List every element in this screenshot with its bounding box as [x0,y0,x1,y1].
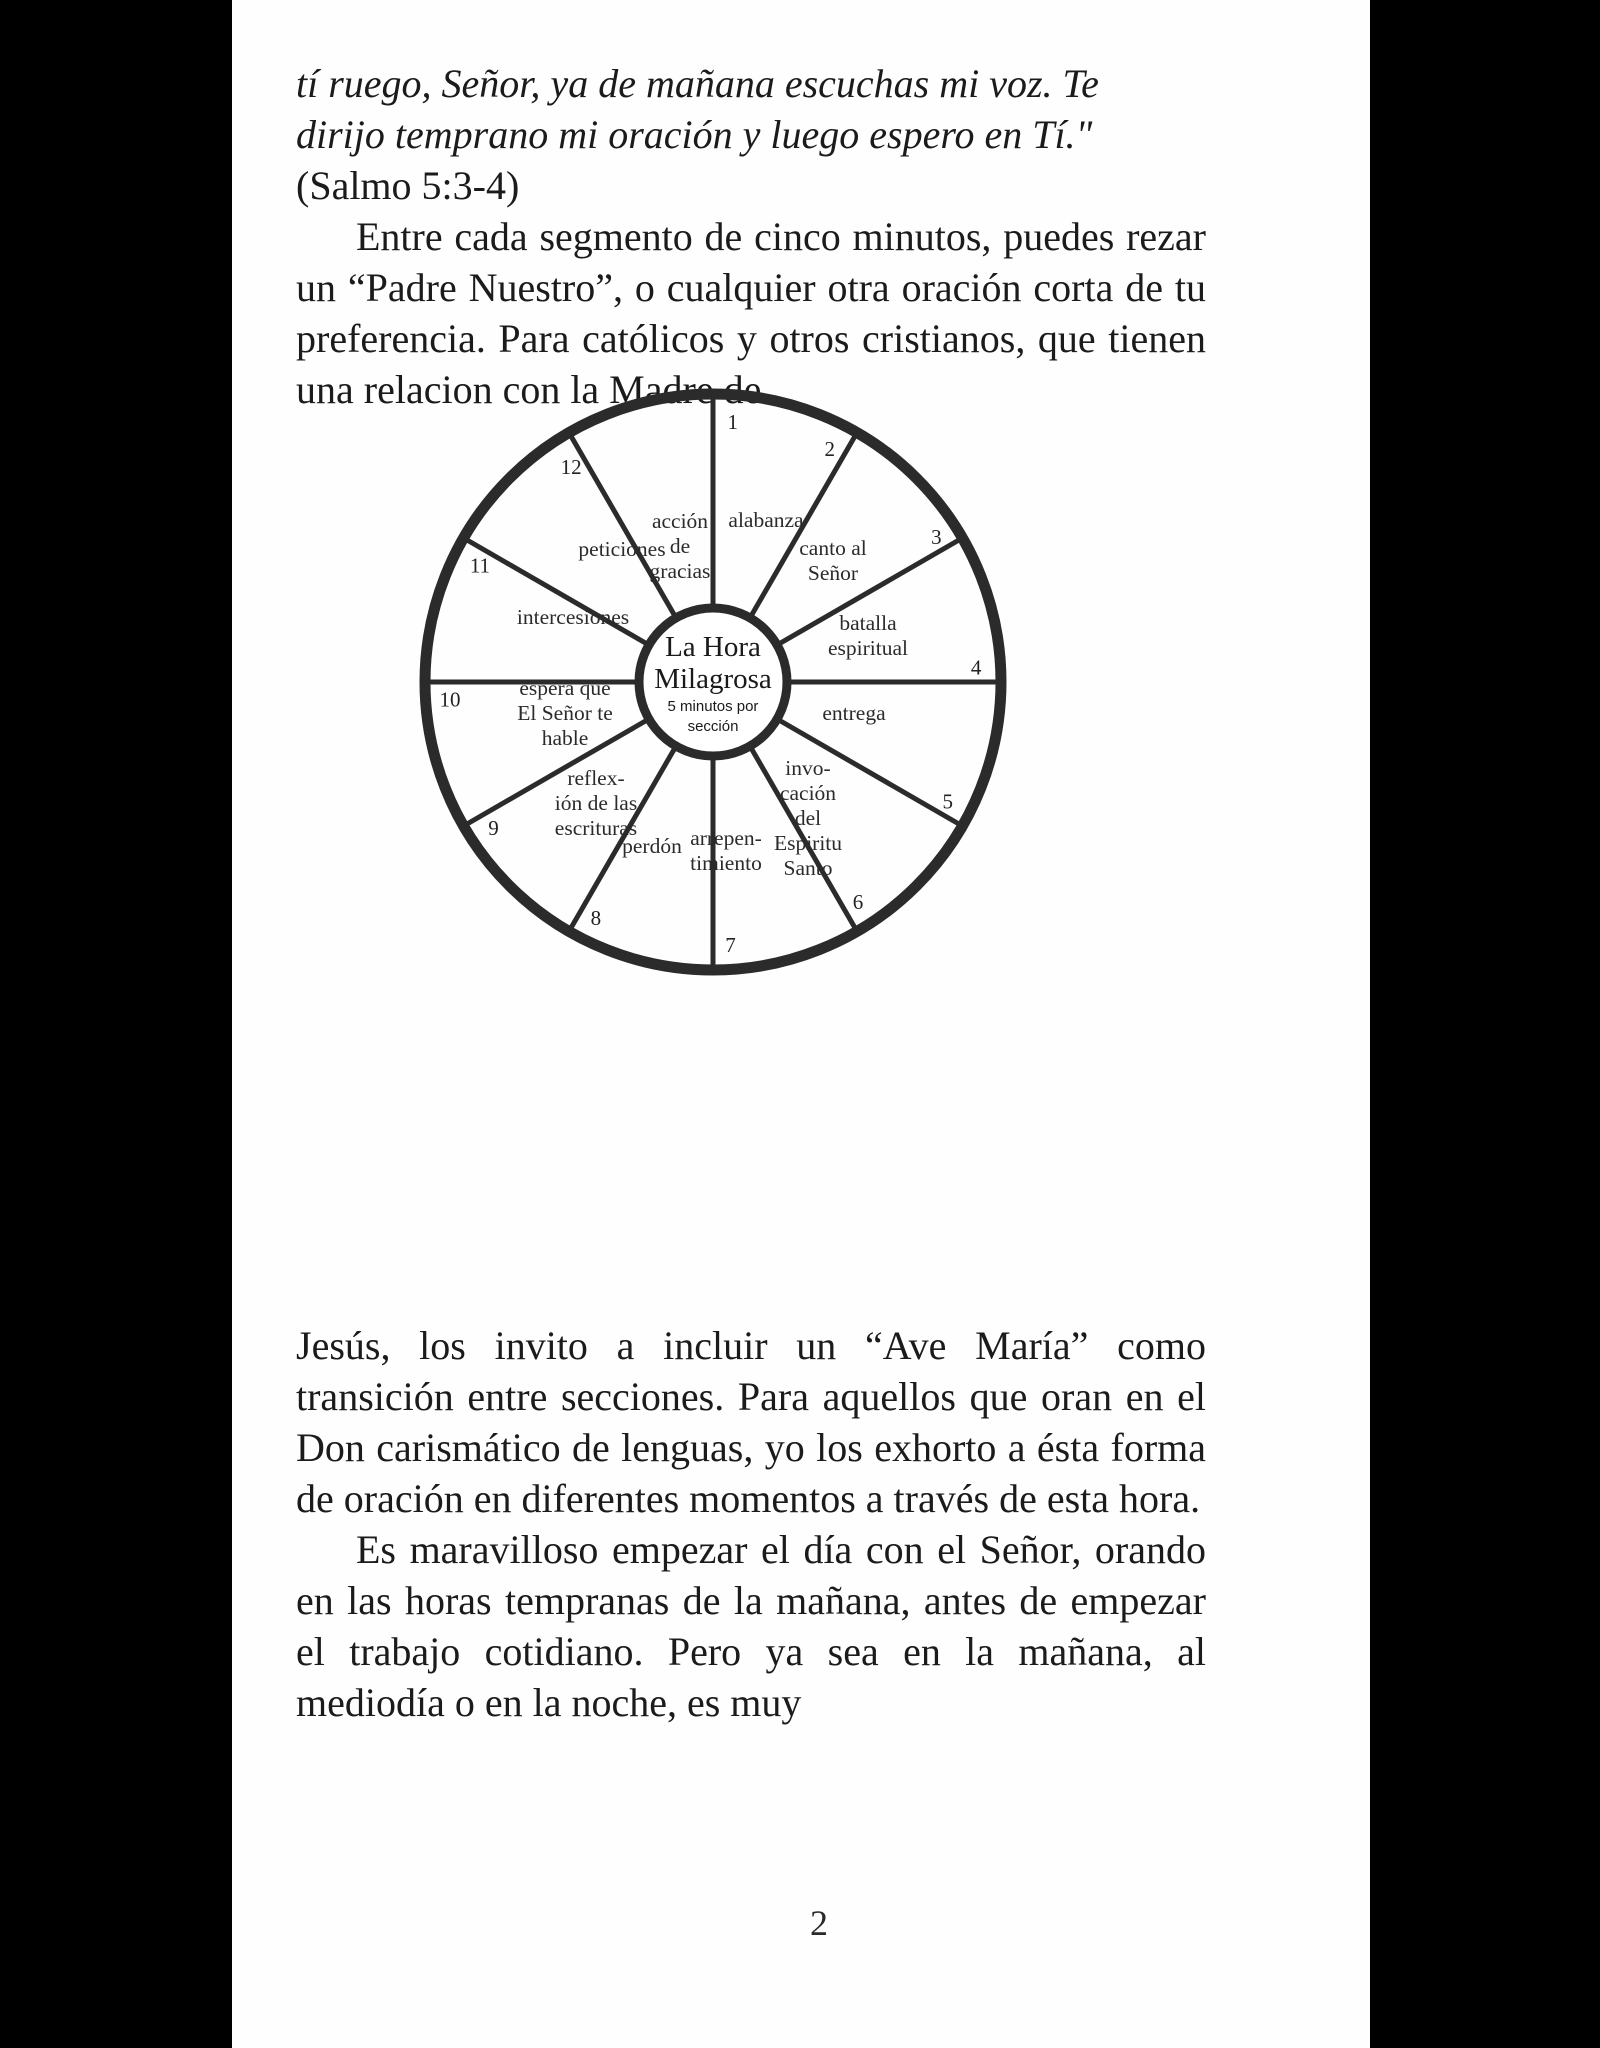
top-paragraph-text: Entre cada segmento de cinco minutos, puedes rezar un “Padre Nuestro”, o cualquier otra oración corta de tu preferencia. Para católicos y otros cristianos, que tienen una relacion con la Madre de [296,214,1206,412]
scripture-quote [296,58,1206,160]
segment-label-line: perdón [622,834,682,858]
segment-boundary-number-1: 1 [727,409,739,434]
segment-label-line: El Señor te [517,701,613,725]
hub-subtitle-line-2: sección [687,718,739,735]
segment-label-line: acción [651,509,709,533]
segment-label-line: peticiones [578,537,666,561]
top-text-block [296,58,1206,415]
segment-label-line: gracias [649,559,711,583]
bottom-text-block [296,1320,1206,1728]
segment-label-line: reflex- [567,766,625,790]
segment-boundary-number-11: 11 [469,553,491,578]
wheel-segment-label-3 [828,611,908,660]
segment-label-line: intercesiones [516,605,630,629]
segment-label-line: arrepen- [690,826,762,850]
quote-line-1: tí ruego, Señor, ya de mañana escuchas mi voz. Te [296,61,1099,106]
segment-boundary-number-3: 3 [931,524,942,549]
segment-label-line: de [669,534,691,558]
segment-label-line: alabanza [728,508,804,532]
wheel-segment-label-11 [578,537,665,561]
wheel-segment-label-6 [690,826,762,875]
segment-label-line: del [794,806,822,830]
segment-label-line: batalla [839,611,897,635]
segment-boundary-number-5: 5 [942,789,954,814]
segment-boundary-number-6: 6 [852,890,864,914]
page-number [232,1902,1370,1944]
segment-label-line: invo- [785,756,831,780]
wheel-segment-label-9 [517,676,613,750]
segment-boundary-number-9: 9 [488,815,499,840]
wheel-segment-label-8 [555,766,637,840]
segment-label-line: espera que [519,676,611,700]
segment-boundary-number-7: 7 [725,932,736,957]
wheel-segment-label-5 [774,756,842,880]
segment-label-line: Espiritu [773,831,843,855]
segment-label-line: canto al [799,536,867,560]
segment-label-line: escrituras [554,816,638,840]
quote-line-2: dirijo temprano mi oración y luego espero en Tí." [296,112,1093,157]
segment-boundary-number-4: 4 [970,655,982,680]
segment-label-line: Santo [783,856,833,880]
bottom-paragraph-2 [296,1524,1206,1728]
segment-boundary-number-12: 12 [560,454,582,479]
segment-label-line: timiento [690,851,762,875]
segment-label-line: espiritual [827,636,909,660]
hora-milagrosa-wheel-diagram [368,375,1058,990]
book-page [232,0,1370,2048]
bottom-paragraph-1: Jesús, los invito a incluir un “Ave María” como transición entre secciones. Para aquellos que oran en el Don carismático de lenguas, yo los exhorto a ésta forma de oración en diferentes momentos a través de esta hora. [296,1323,1206,1521]
wheel-segment-label-2 [799,536,866,585]
hub-title-line-1: La Hora [665,631,761,663]
scripture-citation: (Salmo 5:3-4) [296,163,520,208]
segment-boundary-number-10: 10 [439,687,461,712]
segment-label-line: ión de las [554,791,638,815]
hub-title-line-2: Milagrosa [654,663,772,695]
segment-label-line: entrega [822,701,886,725]
wheel-segment-label-1 [728,508,804,532]
page-number-value: 2 [810,1903,828,1943]
segment-label-line: cación [779,781,837,805]
wheel-segment-label-10 [517,605,629,629]
wheel-segment-label-4 [822,701,886,725]
bottom-paragraph-2-text: Es maravilloso empezar el día con el Señor, orando en las horas tempranas de la mañana, antes de empezar el trabajo cotidiano. Pero ya sea en la mañana, al mediodía o en la noche, es muy [296,1527,1206,1725]
hub-subtitle-line-1: 5 minutos por [667,698,759,715]
segment-label-line: hable [541,726,589,750]
wheel-svg [368,375,1058,990]
segment-boundary-number-8: 8 [590,906,602,931]
segment-boundary-number-2: 2 [824,436,835,461]
segment-label-line: Señor [807,561,859,585]
